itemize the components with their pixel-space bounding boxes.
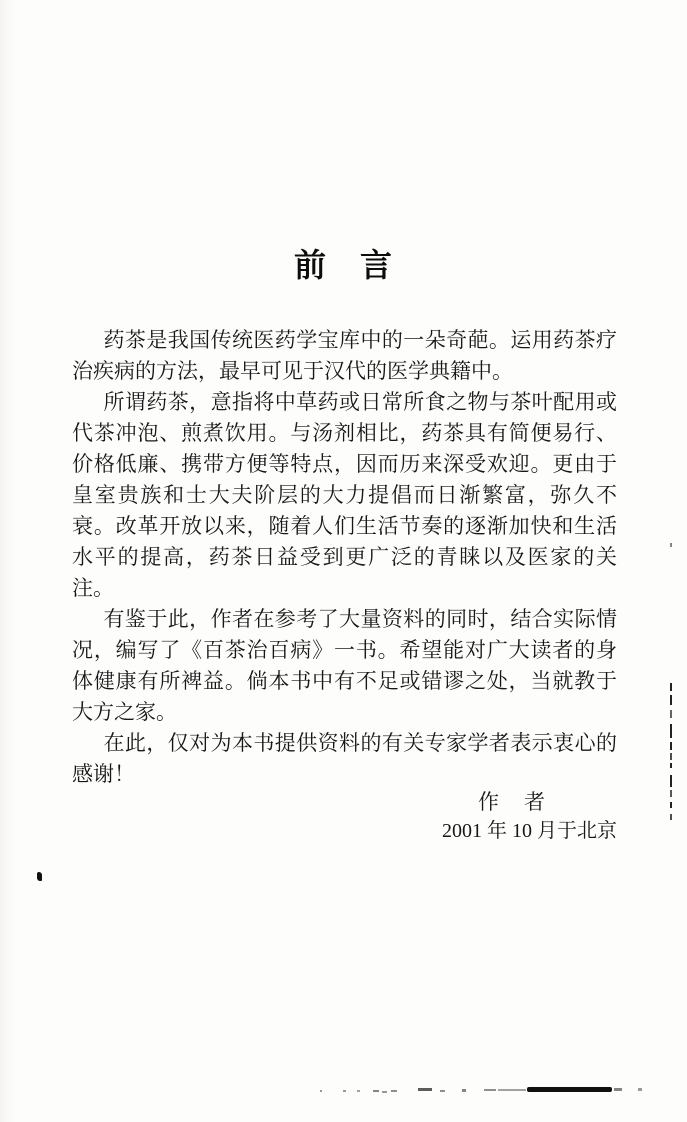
scan-edge-mark [670,742,672,750]
scan-bottom-line-dash [391,1090,397,1092]
scan-bottom-line-smudge [527,1087,612,1092]
paragraph: 在此，仅对为本书提供资料的有关专家学者表示衷心的感谢！ [72,731,617,786]
scan-bottom-line-dot [440,1090,445,1092]
scan-edge-mark [670,814,672,820]
page-title: 前 言 [293,247,393,283]
scan-edge-mark [670,790,672,797]
scan-edge-mark [670,543,672,547]
scan-bottom-line-dash [614,1088,622,1091]
scan-edge-mark [670,710,672,718]
scan-edge-mark [670,724,672,738]
scan-bottom-line-dot [462,1089,466,1092]
paragraph: 药茶是我国传统医药学宝库中的一朵奇葩。运用药茶疗治疾病的方法，最早可见于汉代的医学典籍中。 [72,328,617,383]
paragraph: 所谓药茶，意指将中草药或日常所食之物与茶叶配用或代茶冲泡、煎煮饮用。与汤剂相比，药茶具有简便易行、价格低廉、携带方便等特点，因而历来深受欢迎。更由于皇室贵族和士大夫阶层的大力提倡而日渐繁富，弥久不衰。改革开放以来，随着人们生活节奏的逐渐加快和生活水平的提高，药茶日益受到更广泛的青睐以及医家的关注。 [72,390,617,600]
scan-bottom-line-dash [484,1089,496,1091]
scan-bottom-line-dot [357,1090,360,1092]
scan-edge-mark [670,775,672,787]
scan-edge-mark [670,683,672,691]
scan-bottom-line-dot [320,1090,322,1092]
scan-bottom-line-dash [498,1089,526,1091]
preface-body [72,325,617,790]
scan-edge-mark [670,695,672,705]
scan-bottom-line-dash [418,1088,432,1091]
scan-bottom-line-dot [343,1090,346,1092]
scan-ink-speck [37,872,42,881]
scan-edge-mark [670,753,672,760]
signoff [72,789,617,844]
scan-bottom-line-dot [638,1088,642,1091]
scan-bottom-line-dash [382,1091,387,1093]
signoff-author: 作 者 [478,790,547,814]
paragraph: 有鉴于此，作者在参考了大量资料的同时，结合实际情况，编写了《百茶治百病》一书。希望能对广大读者的身体健康有所裨益。倘本书中有不足或错谬之处，当就教于大方之家。 [72,607,617,724]
signoff-date: 2001 年 10 月于北京 [442,820,617,842]
scan-bottom-line-dash [373,1090,379,1092]
scan-edge-mark [670,763,672,768]
scan-edge-mark [670,802,672,808]
